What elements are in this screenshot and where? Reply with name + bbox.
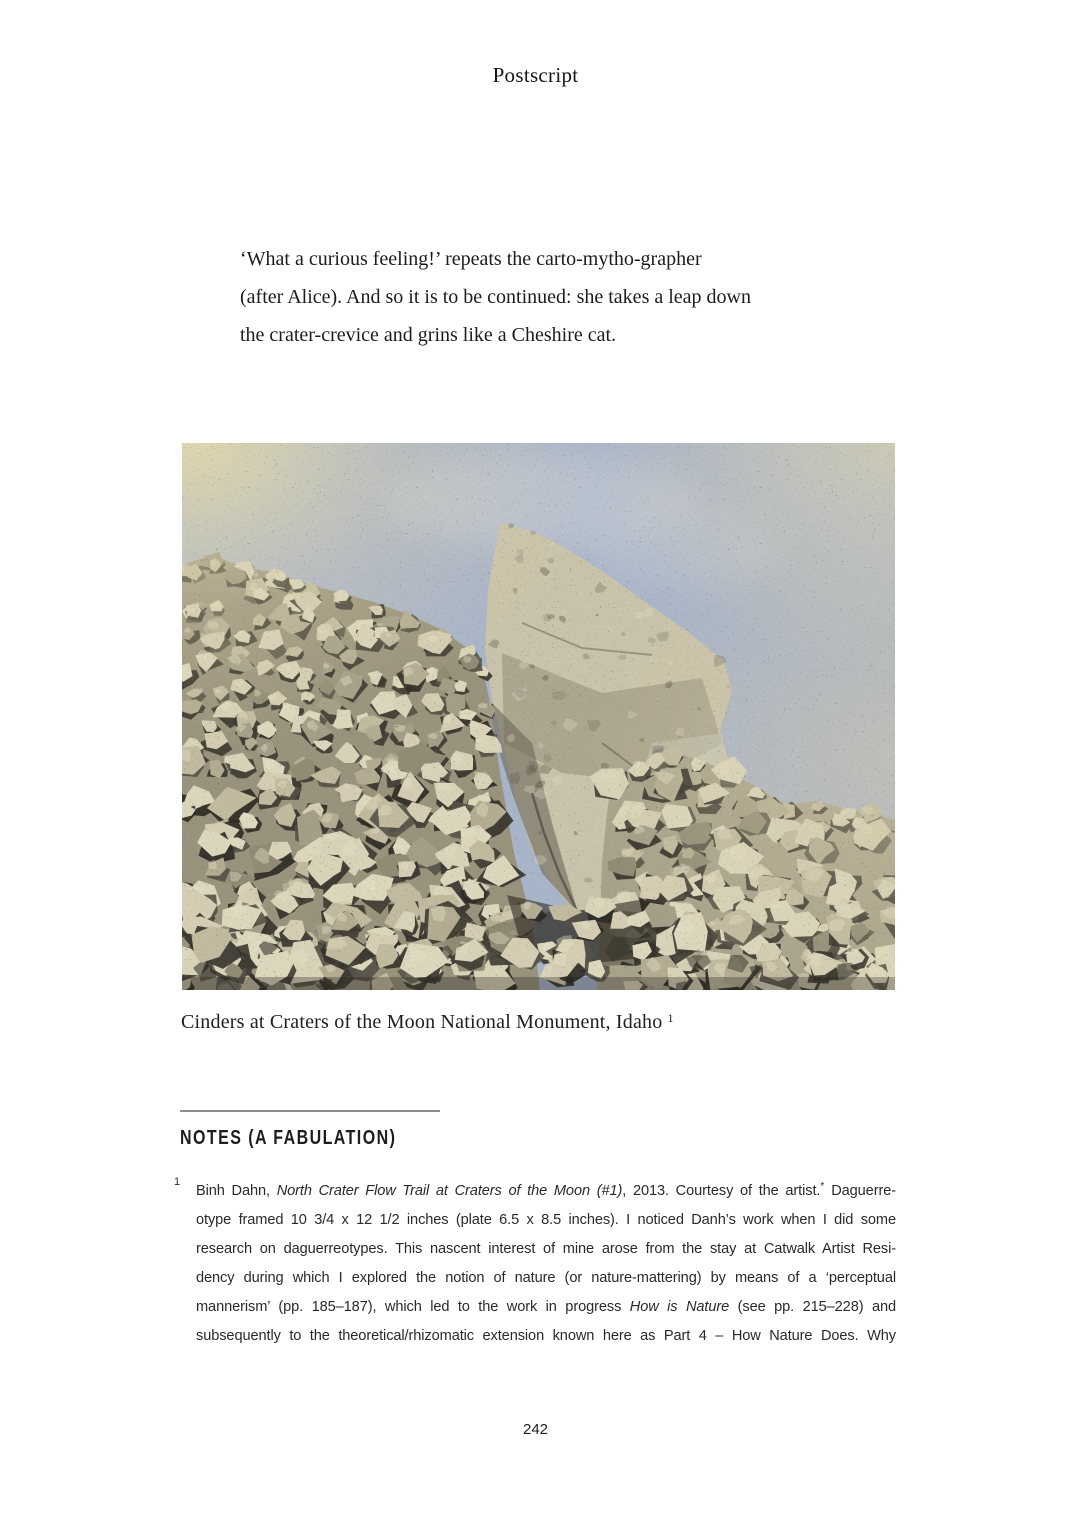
footnote-asterisk: * — [820, 1181, 825, 1192]
footnote-run: (see pp. 215–228) and — [729, 1299, 896, 1315]
caption-text: Cinders at Craters of the Moon National Monument, Idaho — [181, 1011, 663, 1033]
paragraph-line: (after Alice). And so it is to be continued: she takes a leap down — [240, 286, 751, 308]
footnote-line: subsequently to the theoretical/rhizomatic extension known here as Part 4 – How Nature Does. Why — [196, 1328, 896, 1344]
footnote-marker: 1 — [174, 1176, 181, 1188]
footnote-line: research on daguerreotypes. This nascent interest of mine arose from the stay at Catwalk Artist Resi- — [196, 1241, 896, 1257]
figure-caption — [181, 1011, 895, 1034]
page-number: 242 — [522, 1421, 549, 1438]
notes-heading: NOTES (A FABULATION) — [180, 1127, 397, 1149]
page-title: Postscript — [492, 63, 579, 87]
notes-divider — [180, 1110, 440, 1112]
paragraph-line: the crater-crevice and grins like a Cheshire cat. — [240, 324, 617, 346]
paragraph-line: ‘What a curious feeling!’ repeats the carto-mytho-grapher — [240, 248, 702, 270]
caption-footnote-mark: 1 — [667, 1011, 674, 1025]
footnote-run-italic: How is Nature — [629, 1299, 730, 1315]
body-paragraph — [240, 240, 840, 354]
footnote-run: Daguerre- — [831, 1183, 896, 1199]
footnote-run: , 2013. Courtesy of the artist. — [622, 1183, 821, 1199]
footnote-run: Binh Dahn, — [196, 1183, 277, 1199]
footnote-line: dency during which I explored the notion of nature (or nature-mattering) by means of a ‘perceptual — [196, 1270, 896, 1286]
figure — [182, 443, 895, 990]
footnote-run-italic: North Crater Flow Trail at Craters of the Moon (#1) — [276, 1183, 623, 1199]
photo-grain-fine — [182, 443, 895, 990]
footnote-line: otype framed 10 3/4 x 12 1/2 inches (plate 6.5 x 8.5 inches). I noticed Danh’s work when I did some — [196, 1212, 896, 1228]
footnote-run: mannerism’ (pp. 185–187), which led to the work in progress — [196, 1299, 630, 1315]
daguerreotype-photo — [182, 443, 895, 990]
footnote — [174, 1172, 896, 1351]
footnote-line — [196, 1172, 896, 1206]
footnote-line — [196, 1293, 896, 1322]
